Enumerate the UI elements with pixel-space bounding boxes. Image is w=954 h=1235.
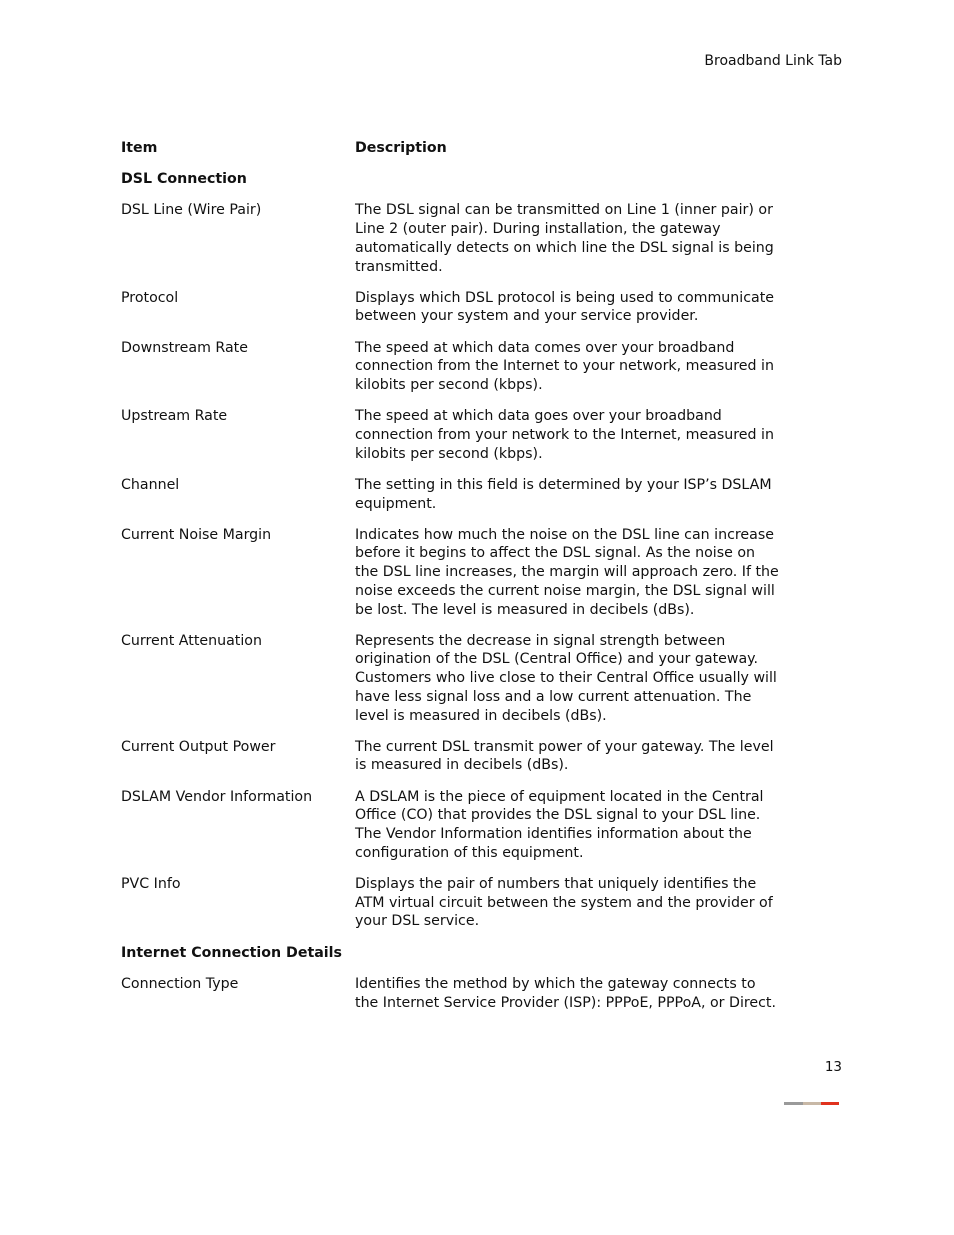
item-description: The speed at which data goes over your broadband connection from your network to the Internet, measured in kilobits per second (kbps).: [355, 408, 774, 462]
column-header-item: Item: [121, 140, 158, 156]
item-name: DSLAM Vendor Information: [121, 788, 313, 805]
section-heading: DSL Connection: [121, 171, 247, 188]
item-name: Protocol: [121, 289, 179, 306]
table-row: [121, 476, 781, 513]
footer-bar-segment: [821, 1102, 839, 1105]
item-description: Indicates how much the noise on the DSL line can increase before it begins to affect the DSL signal. As the noise on the DSL line increases, the margin will approach zero. If the noise exceeds the current noise margin, the DSL signal will be lost. The level is measured in decibels (dBs).: [355, 526, 779, 618]
item-description: The current DSL transmit power of your gateway. The level is measured in decibels (dBs).: [355, 738, 774, 774]
running-header: Broadband Link Tab: [704, 53, 842, 69]
table-row: [121, 632, 781, 726]
section-heading-row: [121, 944, 781, 963]
table-row: [121, 738, 781, 775]
item-description: The DSL signal can be transmitted on Line 1 (inner pair) or Line 2 (outer pair). During installation, the gateway automatically detects on which line the DSL signal is being transmitted.: [355, 202, 774, 275]
section-heading: Internet Connection Details: [121, 944, 342, 961]
table-body: [121, 170, 781, 1012]
item-name: Current Attenuation: [121, 632, 262, 649]
footer-bar-segment: [784, 1102, 803, 1105]
item-name: Current Noise Margin: [121, 526, 272, 543]
item-name: DSL Line (Wire Pair): [121, 202, 262, 219]
item-description: The setting in this field is determined by your ISP’s DSLAM equipment.: [355, 476, 772, 512]
description-table: [121, 139, 781, 1025]
table-row: [121, 875, 781, 931]
item-description: A DSLAM is the piece of equipment located in the Central Office (CO) that provides the DSL signal to your DSL line. The Vendor Information identifies information about the configuration of this equipment.: [355, 788, 764, 861]
table-row: [121, 201, 781, 276]
item-name: Downstream Rate: [121, 339, 248, 356]
item-name: Channel: [121, 476, 180, 493]
item-name: Upstream Rate: [121, 408, 228, 425]
item-name: PVC Info: [121, 876, 181, 892]
item-description: Identifies the method by which the gateway connects to the Internet Service Provider (ISP): PPPoE, PPPoA, or Direct.: [355, 975, 777, 1011]
table-row: [121, 407, 781, 463]
table-row: [121, 339, 781, 395]
table-row: [121, 289, 781, 326]
page-number: 13: [824, 1059, 842, 1075]
footer-bar-segment: [803, 1102, 821, 1105]
table-header-row: [121, 139, 781, 158]
table-row: [121, 975, 781, 1012]
section-heading-row: [121, 170, 781, 189]
footer-color-bar: [784, 1102, 839, 1105]
item-description: Displays the pair of numbers that uniquely identifies the ATM virtual circuit between the system and the provider of your DSL service.: [355, 876, 773, 930]
item-name: Current Output Power: [121, 738, 276, 755]
item-description: Displays which DSL protocol is being used to communicate between your system and your service provider.: [355, 289, 775, 325]
item-description: Represents the decrease in signal strength between origination of the DSL (Central Office) and your gateway. Customers who live close to their Central Office usually will have less signal loss and a low current attenuation. The level is measured in decibels (dBs).: [355, 632, 777, 724]
column-header-description: Description: [355, 140, 447, 156]
table-row: [121, 788, 781, 863]
table-row: [121, 526, 781, 620]
item-name: Connection Type: [121, 975, 239, 992]
item-description: The speed at which data comes over your broadband connection from the Internet to your network, measured in kilobits per second (kbps).: [355, 339, 774, 394]
